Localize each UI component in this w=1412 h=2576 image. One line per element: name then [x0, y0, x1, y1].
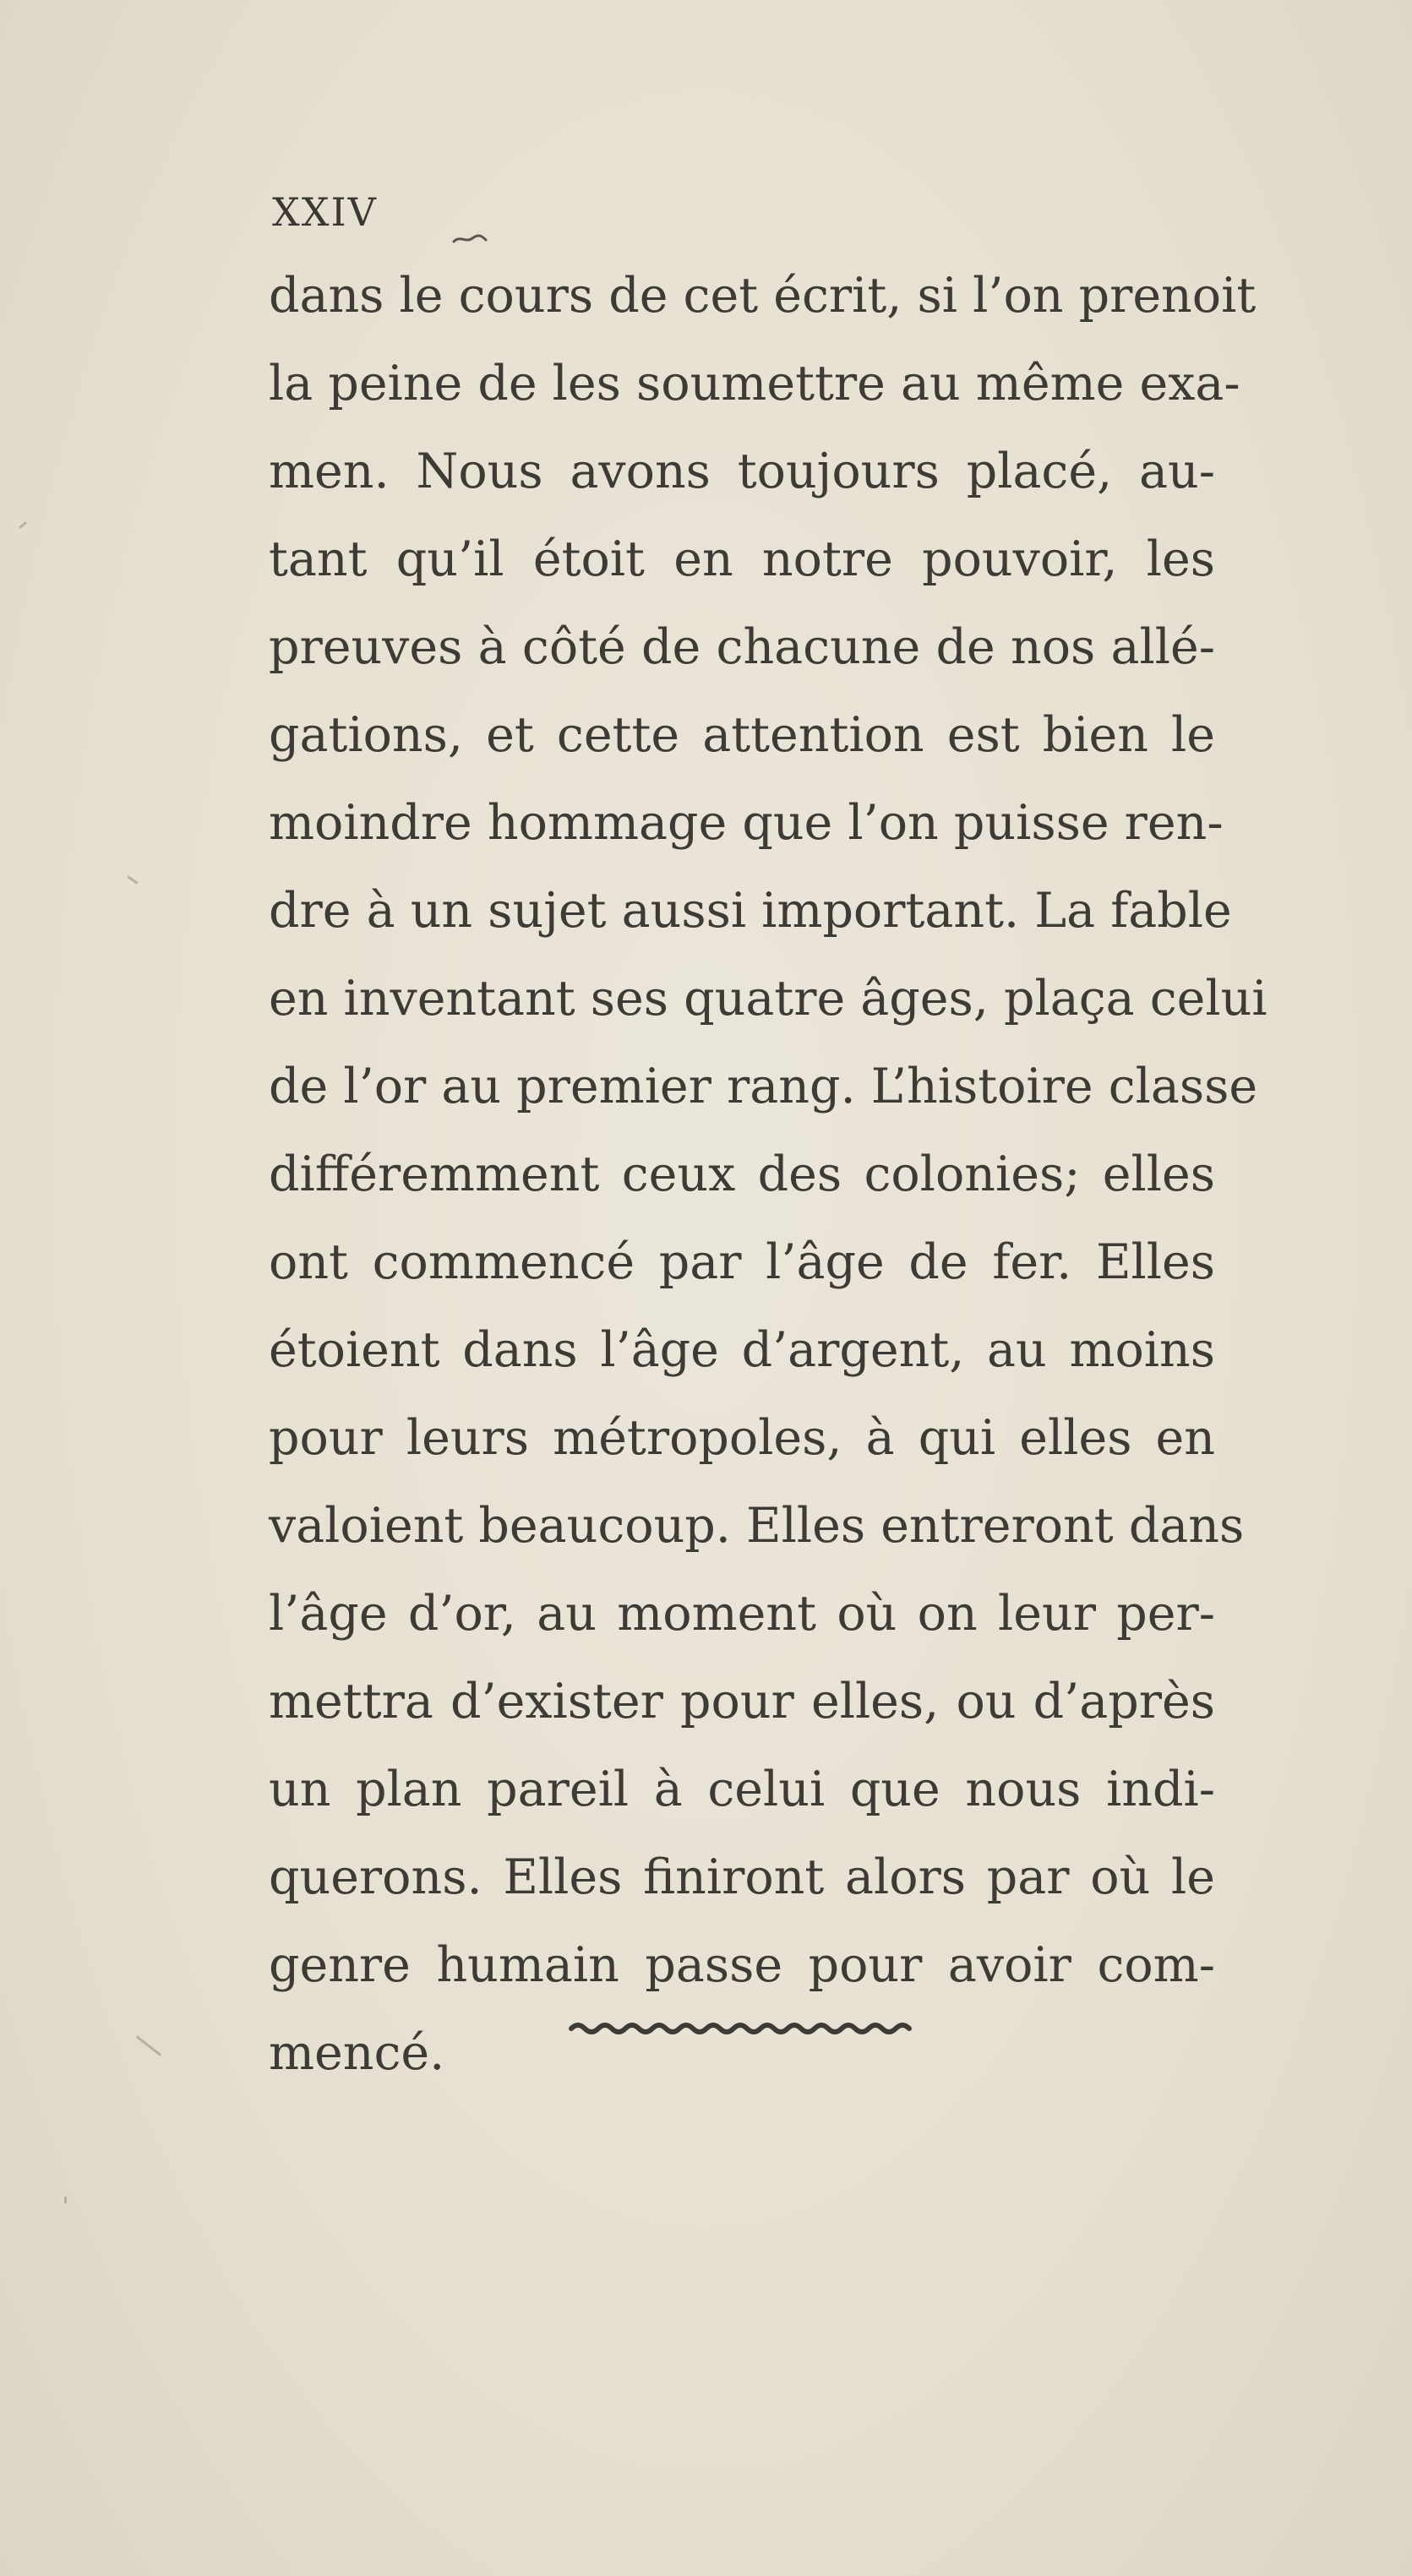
text-line: en inventant ses quatre âges, plaça celui [269, 971, 1268, 1027]
text-line: gations, et cette attention est bien le [269, 707, 1215, 763]
text-line: un plan pareil à celui que nous indi- [269, 1762, 1215, 1817]
text-line: genre humain passe pour avoir com- [269, 1937, 1215, 1993]
text-line: ont commencé par l’âge de fer. Elles [269, 1234, 1215, 1290]
paper-blemish [19, 521, 27, 529]
text-line: men. Nous avons toujours placé, au- [269, 444, 1215, 499]
text-line: la peine de les soumettre au même exa- [269, 356, 1240, 411]
text-line: dans le cours de cet écrit, si l’on prenoit [269, 268, 1257, 324]
text-line: dre à un sujet aussi important. La fable [269, 883, 1232, 939]
body-text [269, 252, 1268, 2097]
text-line: différemment ceux des colonies; elles [269, 1146, 1215, 1202]
paper-blemish [136, 2035, 161, 2056]
text-line: l’âge d’or, au moment où on leur per- [269, 1586, 1215, 1642]
swash-ornament-icon [452, 233, 488, 245]
text-line: querons. Elles finiront alors par où le [269, 1849, 1215, 1905]
text-line: moindre hommage que l’on puisse ren- [269, 795, 1224, 851]
text-line: tant qu’il étoit en notre pouvoir, les [269, 531, 1215, 587]
paper-blemish [127, 875, 138, 884]
text-line: de l’or au premier rang. L’histoire classe [269, 1059, 1258, 1114]
text-line-last: mencé. [269, 2025, 445, 2081]
page-number: XXIV [272, 189, 378, 235]
text-line: étoient dans l’âge d’argent, au moins [269, 1322, 1215, 1378]
text-line: valoient beaucoup. Elles entreront dans [269, 1498, 1245, 1554]
wavy-rule-ornament-icon [568, 2019, 916, 2038]
text-line: pour leurs métropoles, à qui elles en [269, 1410, 1215, 1466]
text-line: mettra d’exister pour elles, ou d’après [269, 1674, 1215, 1729]
paper-blemish [64, 2197, 67, 2203]
text-line: preuves à côté de chacune de nos allé- [269, 619, 1215, 675]
